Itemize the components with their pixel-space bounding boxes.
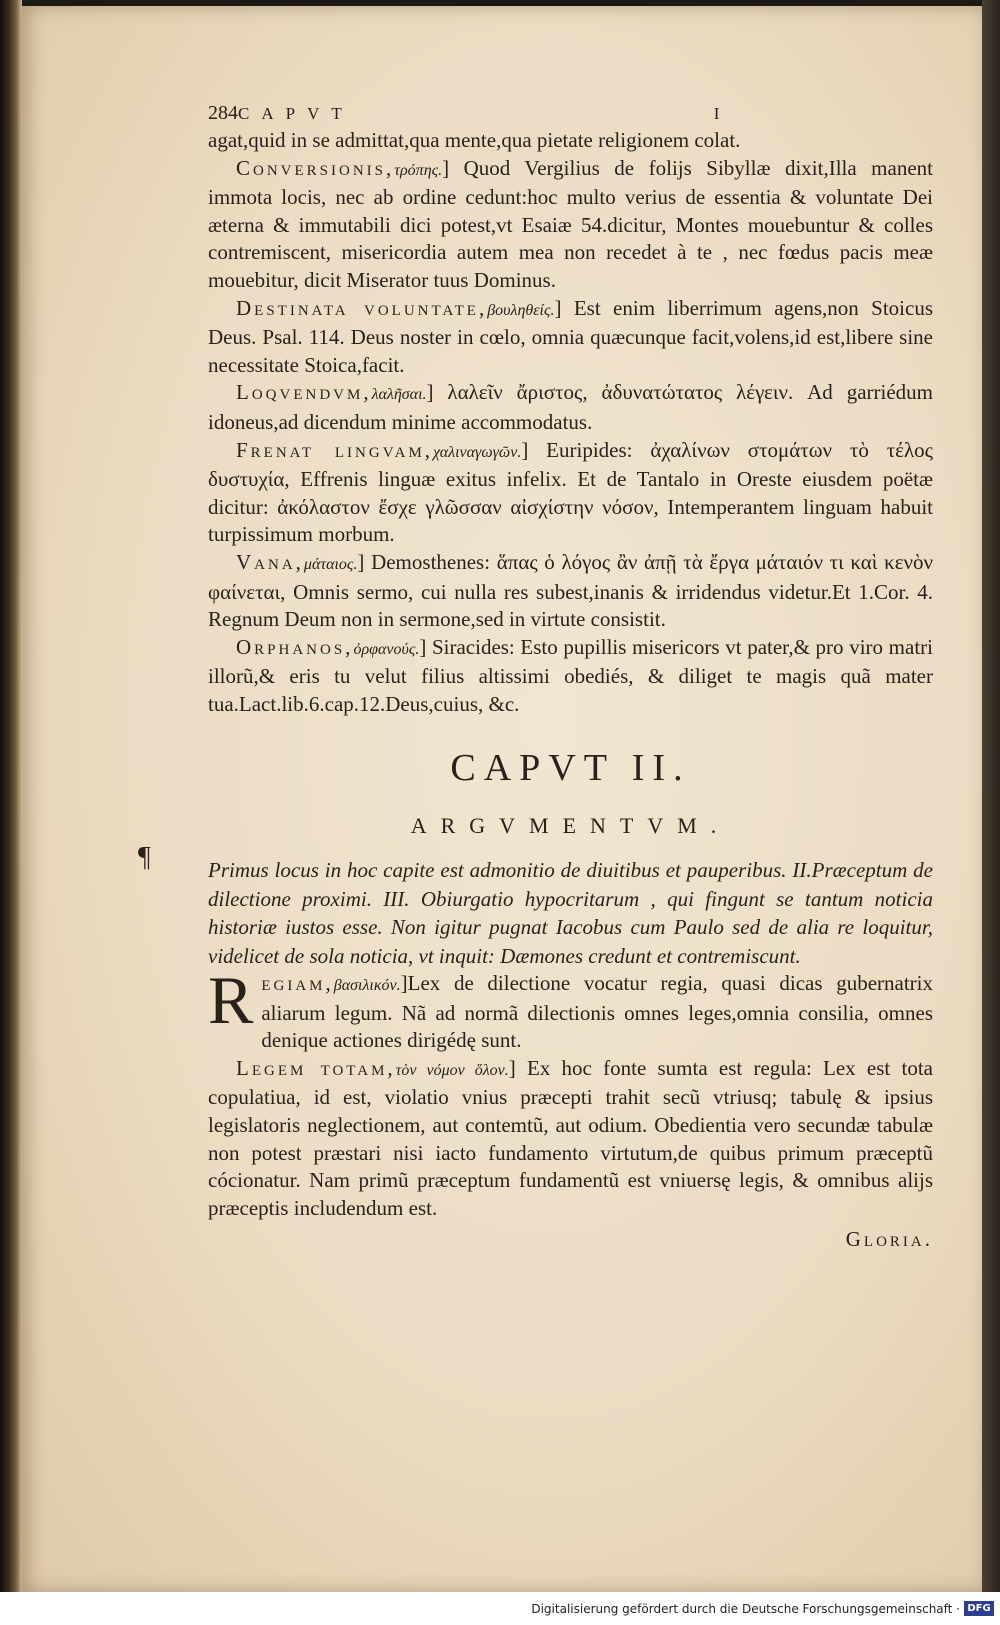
lemma: Vana, bbox=[236, 549, 304, 574]
lemma: Loqvendvm, bbox=[236, 380, 372, 405]
paragraph bbox=[208, 127, 933, 155]
page-number: 284 bbox=[208, 102, 238, 124]
paragraph-text: ] λαλεῖν ἄριστος, ἀδυνατώτατος λέγειν. Ad garriédum idoneus,ad dicendum minime accommodatus. bbox=[208, 380, 933, 434]
paragraph-text: ]Lex de dilectione vocatur regia, quasi dicas gubernatrix aliarum legum. Nã ad normã dilectionis omnes leges,omnia consilia, omnes denique actiones dirigédę sunt. bbox=[261, 971, 933, 1053]
chapter-title: CAPVT II. bbox=[450, 747, 691, 790]
book-spine-shadow bbox=[0, 0, 22, 1592]
paragraph-text: ] Quod Vergilius de folijs Sibyllæ dixit,Illa manent immota locis, nec ab ordine cedunt:hoc multo verius de essentia & voluntate Dei æterna & immutabili dici potest,vt Esaiæ 54.dicitur, Montes mouebuntur & colles contremiscent, misericordia autem mea non recedet à te , nec fœdus pacis meæ mouebitur, dicit Miserator tuus Dominus. bbox=[208, 155, 933, 292]
lemma: egiam, bbox=[261, 971, 334, 996]
lemma: Destinata voluntate, bbox=[236, 295, 488, 320]
drop-cap: R bbox=[208, 962, 254, 1039]
lemma: Orphanos, bbox=[236, 634, 354, 659]
greek-lemma: λαλῆσαι. bbox=[371, 386, 427, 404]
paragraph bbox=[208, 155, 933, 295]
footer-credit: Digitalisierung gefördert durch die Deutsche Forschungsgemeinschaft · bbox=[531, 1602, 960, 1616]
digitization-footer bbox=[0, 1592, 1000, 1625]
paragraph-text: agat,quid in se admittat,qua mente,qua pietate religionem colat. bbox=[208, 128, 741, 152]
page-text-block bbox=[208, 100, 933, 1254]
lemma: Frenat lingvam, bbox=[236, 437, 434, 462]
catchword-line bbox=[208, 1226, 933, 1254]
dfg-logo: DFG bbox=[964, 1601, 994, 1616]
paragraph bbox=[208, 962, 933, 1055]
paragraph-text: ] Euripides: ἀχαλίνων στομάτων τὸ τέλος δυστυχία, Effrenis linguæ exitus infelix. Et de Tantalo in Oreste eiusdem poëtæ dicitur: ἀκόλαστον ἔσχε γλῶσσαν αἰσχίστην νόσον, Intemperantem linguam habuit turpissimum morbum. bbox=[208, 437, 933, 547]
paragraph bbox=[208, 295, 933, 380]
paragraph bbox=[208, 437, 933, 549]
paragraph bbox=[208, 549, 933, 634]
greek-lemma: χαλιναγωγῶν. bbox=[433, 443, 522, 461]
greek-lemma: τὸν νόμον ὅλον. bbox=[395, 1061, 509, 1079]
paragraph-text: ] Ex hoc fonte sumta est regula: Lex est tota copulatiua, id est, violatio vnius præcepti trahit secũ vtriusq; tabulę & ipsius legislatoris neglectionem, aut contemtũ, aut odium. Obedientia vero secundæ tabulæ non potest præstari nisi iacto fundamento virtutum,de quibus primum præceptũ cócionatur. Nam primũ præceptum fundamentũ est vniuersę legis, & omnibus alijs præceptis includendum est. bbox=[208, 1055, 933, 1220]
page-edge bbox=[982, 0, 1000, 1592]
greek-lemma: βασιλικόν. bbox=[333, 977, 401, 995]
paragraph-text: ] Est enim liberrimum agens,non Stoicus Deus. Psal. 114. Deus noster in cœlo, omnia quæcunque facit,volens,id est,libere sine necessitate Stoica,facit. bbox=[208, 295, 934, 377]
greek-lemma: μάταιος. bbox=[303, 555, 358, 573]
paragraph bbox=[208, 1055, 933, 1223]
running-chapter-number: I bbox=[713, 104, 722, 123]
catchword: Gloria. bbox=[845, 1227, 933, 1252]
paragraph-text: ] Demosthenes: ἅπας ὁ λόγος ἂν ἀπῇ τὰ ἔργα μάταιόν τι καὶ κενὸν φαίνεται, Omnis sermo, cui nulla res subest,inanis & irridendus videtur.Et 1.Cor. 4. Regnum Deum non in sermone,sed in virtute consistit. bbox=[208, 549, 933, 632]
paragraph-text: ] Siracides: Esto pupillis misericors vt pater,& pro viro matri illorũ,& eris tu velut filius altissimi obediés, & diliget te magis quã mater tua.Lact.lib.6.cap.12.Deus,cuius, &c. bbox=[208, 634, 933, 716]
argument-heading: ARGVMENTVM. bbox=[410, 813, 731, 839]
running-title: CAPVT bbox=[238, 104, 354, 123]
greek-lemma: ὀρφανούς. bbox=[353, 640, 420, 658]
argument-text: Primus locus in hoc capite est admonitio de diuitibus et pauperibus. II.Præceptum de dilectione proximi. III. Obiurgatio hypocritarum , qui fingunt se tantum noticia historiæ iustos esse. Non igitur pugnat Iacobus cum Paulo sed de alia re loquitur, videlicet de sola noticia, vt inquit: Dæmones credunt et contremiscunt. bbox=[208, 858, 933, 968]
paragraph bbox=[208, 379, 933, 436]
paragraph bbox=[208, 634, 933, 719]
lemma: Legem totam, bbox=[236, 1055, 396, 1080]
lemma: Conversionis, bbox=[236, 155, 395, 180]
margin-mark: ¶ bbox=[138, 842, 151, 873]
greek-lemma: βουληθείς. bbox=[487, 301, 555, 319]
running-header bbox=[208, 100, 933, 127]
greek-lemma: τρόπης. bbox=[394, 161, 443, 179]
